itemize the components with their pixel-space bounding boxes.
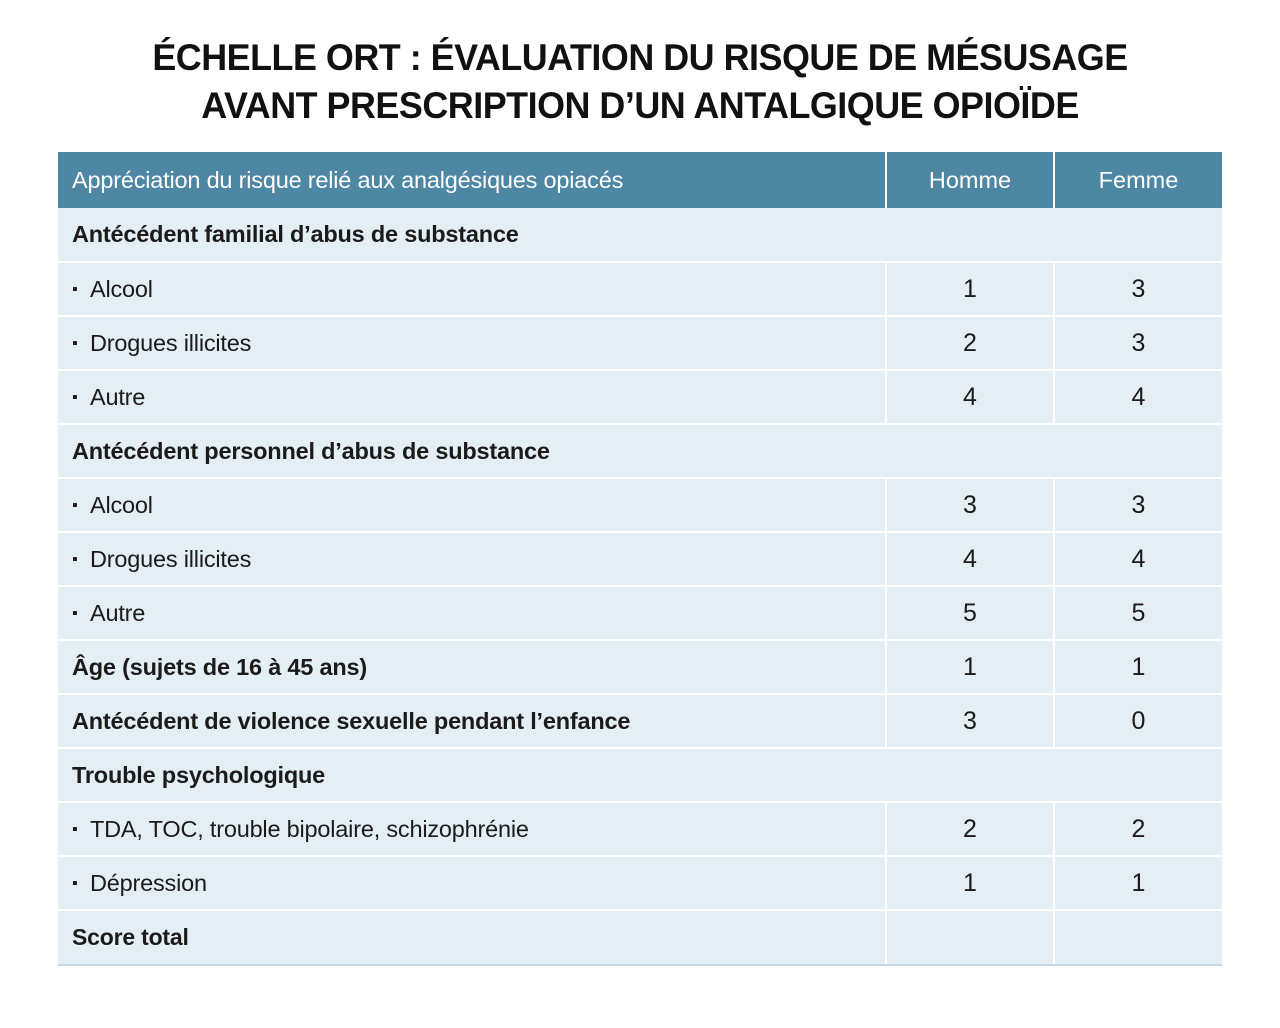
table-header-row xyxy=(58,152,1222,208)
row-label-text: Drogues illicites xyxy=(90,329,252,356)
row-label-item xyxy=(58,478,886,532)
row-score-female: 1 xyxy=(1054,640,1222,694)
page-title xyxy=(75,34,1204,130)
bullet-icon xyxy=(72,389,90,407)
row-label-item xyxy=(58,856,886,910)
table-row xyxy=(58,586,1222,640)
row-score-male: 5 xyxy=(886,586,1054,640)
table-header xyxy=(58,152,1222,208)
ort-table-container xyxy=(58,152,1222,966)
bullet-icon xyxy=(72,551,90,569)
row-label-item xyxy=(58,262,886,316)
bullet-icon xyxy=(72,497,90,515)
row-label-text: Score total xyxy=(72,924,189,950)
row-score-female: 5 xyxy=(1054,586,1222,640)
row-score-female: 3 xyxy=(1054,478,1222,532)
table-row xyxy=(58,316,1222,370)
row-label-section xyxy=(58,424,1222,478)
table-row xyxy=(58,208,1222,262)
row-score-male: 2 xyxy=(886,316,1054,370)
column-header-criteria: Appréciation du risque relié aux analgésiques opiacés xyxy=(58,152,886,208)
bullet-icon xyxy=(72,821,90,839)
table-row xyxy=(58,748,1222,802)
bullet-icon xyxy=(72,335,90,353)
table-row xyxy=(58,856,1222,910)
row-label-text: Antécédent personnel d’abus de substance xyxy=(72,437,550,464)
row-label-text: Autre xyxy=(90,599,146,626)
row-score-female: 1 xyxy=(1054,856,1222,910)
row-score-female: 4 xyxy=(1054,370,1222,424)
row-label-text: Antécédent de violence sexuelle pendant l’enfance xyxy=(72,707,631,734)
row-score-female: 3 xyxy=(1054,262,1222,316)
row-score-female xyxy=(1054,910,1222,964)
column-header-male: Homme xyxy=(886,152,1054,208)
row-score-male: 2 xyxy=(886,802,1054,856)
row-label-text: Drogues illicites xyxy=(90,545,252,572)
bullet-icon xyxy=(72,281,90,299)
row-label-text: Alcool xyxy=(90,491,153,518)
row-label-text: Autre xyxy=(90,383,146,410)
row-score-male: 3 xyxy=(886,694,1054,748)
page-title-line-1: ÉCHELLE ORT : ÉVALUATION DU RISQUE DE MÉSUSAGE xyxy=(152,37,1128,78)
row-label-item xyxy=(58,586,886,640)
row-label-item xyxy=(58,802,886,856)
page-title-line-2: AVANT PRESCRIPTION D’UN ANTALGIQUE OPIOÏDE xyxy=(201,85,1079,126)
row-score-female: 4 xyxy=(1054,532,1222,586)
ort-score-table xyxy=(58,152,1222,964)
table-row xyxy=(58,694,1222,748)
table-row xyxy=(58,802,1222,856)
row-label-section xyxy=(58,694,886,748)
row-score-female: 0 xyxy=(1054,694,1222,748)
column-header-female: Femme xyxy=(1054,152,1222,208)
row-label-text: Antécédent familial d’abus de substance xyxy=(72,221,519,247)
row-score-male: 1 xyxy=(886,856,1054,910)
table-row xyxy=(58,424,1222,478)
table-row xyxy=(58,478,1222,532)
row-label-item xyxy=(58,532,886,586)
row-label-text: Trouble psychologique xyxy=(72,761,326,788)
row-score-male: 4 xyxy=(886,370,1054,424)
row-label-item xyxy=(58,370,886,424)
table-row xyxy=(58,532,1222,586)
table-row xyxy=(58,640,1222,694)
table-row xyxy=(58,370,1222,424)
row-label-text: Dépression xyxy=(90,869,207,896)
table-body xyxy=(58,208,1222,964)
row-score-male: 1 xyxy=(886,262,1054,316)
row-label-section xyxy=(58,748,1222,802)
row-label-section xyxy=(58,640,886,694)
row-score-male: 1 xyxy=(886,640,1054,694)
table-row xyxy=(58,262,1222,316)
row-score-male: 3 xyxy=(886,478,1054,532)
row-label-text: TDA, TOC, trouble bipolaire, schizophrénie xyxy=(90,815,529,842)
row-label-section xyxy=(58,208,1222,262)
row-label-total xyxy=(58,910,886,964)
row-label-text: Alcool xyxy=(90,275,153,302)
table-row xyxy=(58,910,1222,964)
row-score-male: 4 xyxy=(886,532,1054,586)
row-label-item xyxy=(58,316,886,370)
row-score-male xyxy=(886,910,1054,964)
row-score-female: 3 xyxy=(1054,316,1222,370)
row-label-text: Âge (sujets de 16 à 45 ans) xyxy=(72,653,368,680)
row-score-female: 2 xyxy=(1054,802,1222,856)
bullet-icon xyxy=(72,875,90,893)
bullet-icon xyxy=(72,605,90,623)
